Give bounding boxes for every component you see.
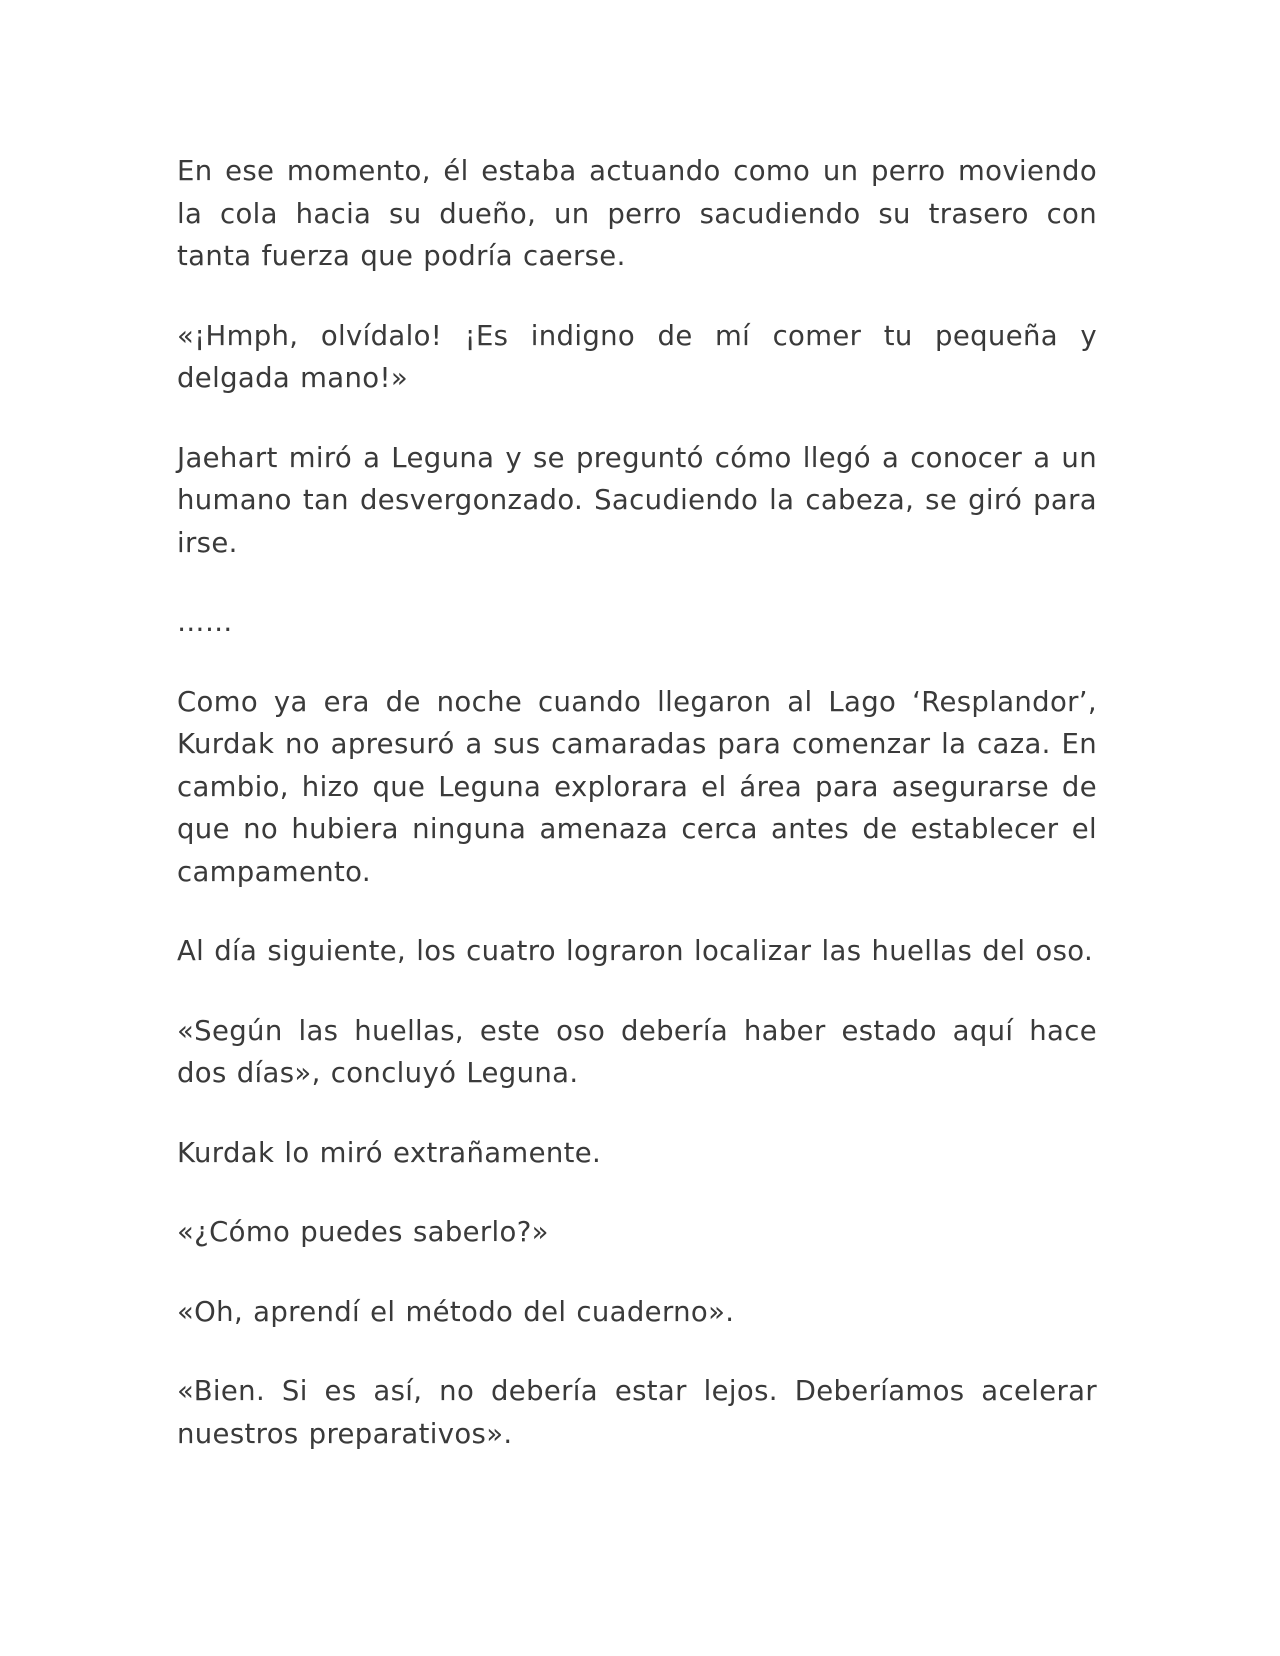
document-body: [177, 150, 1097, 1492]
paragraph: «Según las huellas, este oso debería haber estado aquí hace dos días», concluyó Leguna.: [177, 1014, 1097, 1089]
paragraph: En ese momento, él estaba actuando como un perro moviendo la cola hacia su dueño, un perro sacudiendo su trasero con tanta fuerza que podría caerse.: [177, 155, 1097, 272]
paragraph: «Oh, aprendí el método del cuaderno».: [177, 1295, 735, 1328]
scene-break: ……: [177, 606, 233, 638]
paragraph: Como ya era de noche cuando llegaron al Lago ‘Resplandor’, Kurdak no apresuró a sus camaradas para comenzar la caza. En cambio, hizo que Leguna explorara el área para asegurarse de que no hubiera ninguna amenaza cerca antes de establecer el campamento.: [177, 685, 1097, 888]
paragraph: «Bien. Si es así, no debería estar lejos. Deberíamos acelerar nuestros preparativos».: [177, 1375, 1097, 1450]
paragraph: Al día siguiente, los cuatro lograron localizar las huellas del oso.: [177, 935, 1094, 967]
paragraph: Kurdak lo miró extrañamente.: [177, 1136, 602, 1169]
paragraph: «¿Cómo puedes saberlo?»: [177, 1216, 549, 1248]
paragraph: «¡Hmph, olvídalo! ¡Es indigno de mí comer tu pequeña y delgada mano!»: [177, 319, 1097, 394]
paragraph: Jaehart miró a Leguna y se preguntó cómo llegó a conocer a un humano tan desvergonzado. Sacudiendo la cabeza, se giró para irse.: [177, 441, 1097, 559]
